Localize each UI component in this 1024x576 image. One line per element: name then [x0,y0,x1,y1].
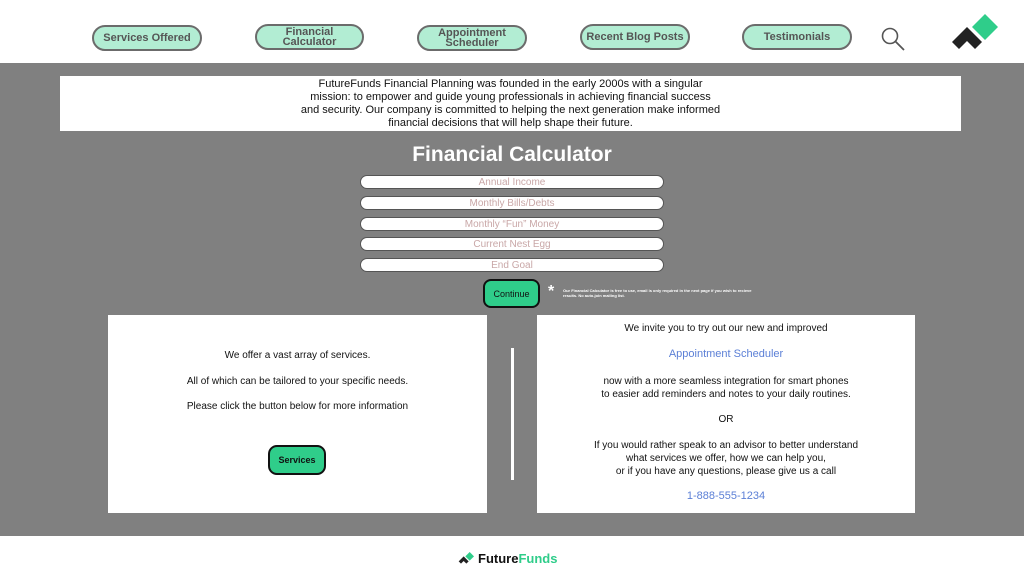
services-line-1: We offer a vast array of services. [224,350,371,361]
nav-financial-calculator-button[interactable] [255,24,364,50]
scheduler-line-a: now with a more seamless integration for smart phones [603,376,849,387]
monthly-bills-input[interactable] [360,196,664,210]
services-button[interactable]: Services [268,445,326,475]
disclaimer-asterisk: * [548,283,555,300]
futurefunds-logo-icon[interactable] [950,14,998,50]
scheduler-line-b: to easier add reminders and notes to your daily routines. [601,389,851,400]
intro-text: FutureFunds Financial Planning was founded in the early 2000s with a singular mission: to empower and guide young professionals in achieving financial success and security. Our company is committed to helping the next generation make informed financial decisions that will help shape their future. [60,76,961,131]
continue-button[interactable]: Continue [483,279,540,308]
scheduler-or: OR [718,414,734,425]
nav-appointment-scheduler-button[interactable] [417,25,527,51]
scheduler-invite-text: We invite you to try out our new and improved [624,323,828,334]
nav-financial-calculator-label: Financial Calculator [282,26,337,48]
footer-logo-icon [458,552,474,564]
nav-appointment-scheduler-label: Appointment Scheduler [438,27,506,49]
footer-brand-future: Future [478,551,519,566]
calculator-disclaimer: Our Financial Calculator is free to use, email is only required in the next page if you wish to recieve results. No auto-join mailing list. [563,288,752,298]
monthly-fun-money-input[interactable] [360,217,664,231]
nav-recent-blog-posts-button[interactable]: Recent Blog Posts [580,24,690,50]
services-panel [108,315,487,513]
phone-number-link[interactable]: 1-888-555-1234 [686,490,766,502]
end-goal-input[interactable] [360,258,664,272]
calculator-title: Financial Calculator [412,143,612,166]
appointment-scheduler-link[interactable]: Appointment Scheduler [668,348,784,360]
footer-brand-name [478,551,557,566]
site-header [0,0,1024,63]
search-icon[interactable] [880,26,906,52]
scheduler-panel [537,315,915,513]
annual-income-input[interactable] [360,175,664,189]
current-nest-egg-input[interactable] [360,237,664,251]
panel-divider [511,348,514,480]
site-footer [0,536,1024,576]
main-content [0,63,1024,536]
scheduler-line-c: If you would rather speak to an advisor to better understand [593,440,859,451]
scheduler-line-d: what services we offer, how we can help you, [626,453,826,464]
services-line-3: Please click the button below for more information [186,401,409,412]
nav-services-offered-button[interactable]: Services Offered [92,25,202,51]
services-line-2: All of which can be tailored to your specific needs. [186,376,409,387]
scheduler-line-e: or if you have any questions, please give us a call [615,466,837,477]
footer-brand-funds: Funds [518,551,558,566]
nav-testimonials-button[interactable]: Testimonials [742,24,852,50]
